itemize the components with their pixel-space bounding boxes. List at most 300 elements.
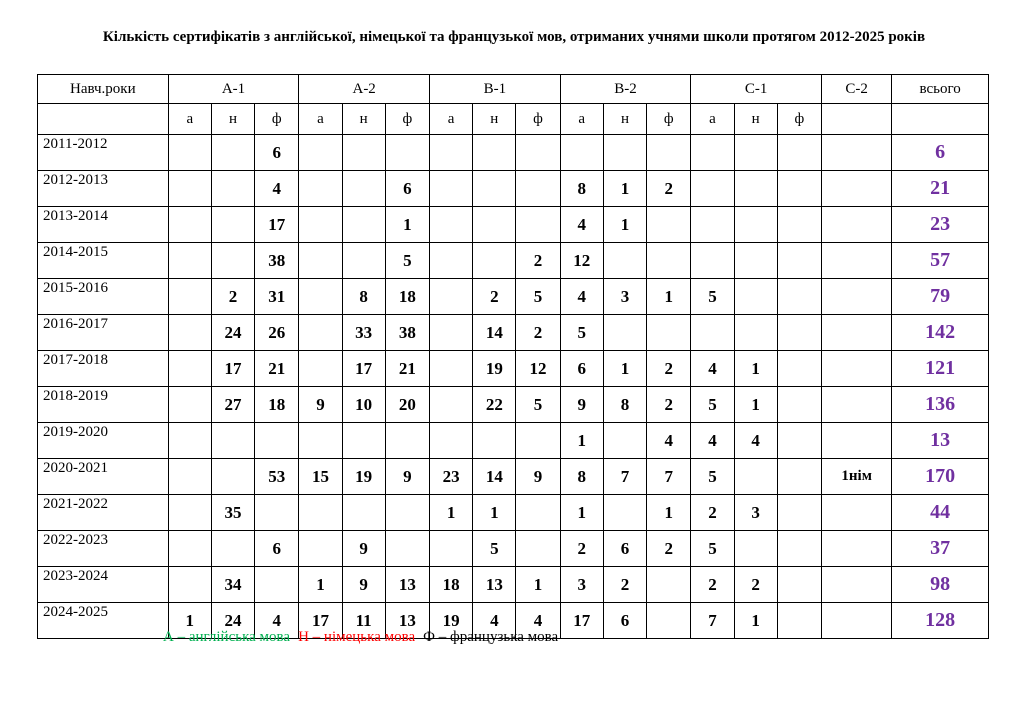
count-cell (734, 135, 777, 171)
year-cell: 2023-2024 (38, 567, 169, 603)
count-cell: 35 (211, 495, 254, 531)
count-cell: 4 (691, 351, 734, 387)
c2-cell (822, 243, 892, 279)
count-cell (385, 531, 429, 567)
c2-cell (822, 531, 892, 567)
count-cell (168, 423, 211, 459)
count-cell (734, 315, 777, 351)
count-cell (385, 495, 429, 531)
count-cell: 19 (342, 459, 385, 495)
count-cell: 6 (603, 531, 646, 567)
count-cell: 17 (299, 603, 342, 639)
table-row (38, 423, 989, 459)
year-cell: 2015-2016 (38, 279, 169, 315)
count-cell: 4 (647, 423, 691, 459)
count-cell (691, 207, 734, 243)
count-cell (777, 531, 821, 567)
count-cell: 9 (560, 387, 603, 423)
total-cell: 98 (892, 567, 989, 603)
count-cell (516, 171, 560, 207)
subheader-language: ф (385, 104, 429, 135)
count-cell (299, 531, 342, 567)
count-cell: 2 (647, 351, 691, 387)
count-cell (647, 603, 691, 639)
count-cell (211, 171, 254, 207)
count-cell: 24 (211, 603, 254, 639)
count-cell (603, 423, 646, 459)
count-cell: 22 (473, 387, 516, 423)
count-cell (473, 171, 516, 207)
count-cell: 1 (429, 495, 472, 531)
count-cell (299, 423, 342, 459)
c2-cell (822, 207, 892, 243)
count-cell: 6 (603, 603, 646, 639)
header-level-a1: A-1 (168, 75, 299, 104)
count-cell: 5 (516, 387, 560, 423)
subheader-language: н (473, 104, 516, 135)
count-cell (342, 171, 385, 207)
count-cell (734, 459, 777, 495)
count-cell: 1 (647, 495, 691, 531)
count-cell: 9 (342, 567, 385, 603)
count-cell (691, 243, 734, 279)
count-cell (473, 207, 516, 243)
count-cell: 2 (473, 279, 516, 315)
count-cell: 1 (516, 567, 560, 603)
c2-cell (822, 567, 892, 603)
count-cell: 1 (560, 495, 603, 531)
count-cell: 4 (516, 603, 560, 639)
count-cell (342, 495, 385, 531)
count-cell: 2 (516, 315, 560, 351)
count-cell (299, 135, 342, 171)
count-cell (647, 567, 691, 603)
total-cell: 57 (892, 243, 989, 279)
count-cell (299, 351, 342, 387)
count-cell (647, 315, 691, 351)
count-cell (255, 423, 299, 459)
count-cell: 14 (473, 459, 516, 495)
c2-cell (822, 351, 892, 387)
count-cell: 12 (516, 351, 560, 387)
count-cell: 14 (473, 315, 516, 351)
header-level-b2: B-2 (560, 75, 691, 104)
count-cell (168, 207, 211, 243)
count-cell: 17 (211, 351, 254, 387)
header-year: Навч.роки (38, 75, 169, 104)
count-cell: 5 (691, 459, 734, 495)
count-cell: 31 (255, 279, 299, 315)
count-cell: 1 (560, 423, 603, 459)
total-cell: 121 (892, 351, 989, 387)
subheader-row (38, 104, 989, 135)
count-cell (734, 243, 777, 279)
total-cell: 23 (892, 207, 989, 243)
count-cell (429, 135, 472, 171)
count-cell (429, 279, 472, 315)
count-cell: 2 (647, 387, 691, 423)
count-cell (168, 459, 211, 495)
count-cell: 4 (473, 603, 516, 639)
count-cell: 2 (560, 531, 603, 567)
count-cell: 4 (255, 171, 299, 207)
count-cell (516, 423, 560, 459)
count-cell: 3 (734, 495, 777, 531)
count-cell: 3 (560, 567, 603, 603)
count-cell: 1 (168, 603, 211, 639)
count-cell: 4 (560, 207, 603, 243)
table-row (38, 351, 989, 387)
count-cell (777, 567, 821, 603)
year-cell: 2018-2019 (38, 387, 169, 423)
table-body (38, 75, 989, 639)
count-cell (603, 315, 646, 351)
c2-cell (822, 495, 892, 531)
count-cell: 24 (211, 315, 254, 351)
count-cell: 2 (691, 495, 734, 531)
legend-english: А – англійська мова (163, 629, 291, 645)
count-cell: 5 (560, 315, 603, 351)
subheader-language: ф (647, 104, 691, 135)
header-row (38, 75, 989, 104)
count-cell: 10 (342, 387, 385, 423)
count-cell: 34 (211, 567, 254, 603)
count-cell (777, 243, 821, 279)
count-cell (603, 243, 646, 279)
count-cell (516, 207, 560, 243)
total-cell: 136 (892, 387, 989, 423)
count-cell: 2 (734, 567, 777, 603)
count-cell (516, 531, 560, 567)
count-cell: 9 (385, 459, 429, 495)
table-row (38, 279, 989, 315)
header-total: всього (892, 75, 989, 104)
c2-cell (822, 603, 892, 639)
total-cell: 44 (892, 495, 989, 531)
year-cell: 2011-2012 (38, 135, 169, 171)
count-cell (516, 495, 560, 531)
year-cell: 2020-2021 (38, 459, 169, 495)
count-cell: 6 (255, 531, 299, 567)
c2-cell (822, 315, 892, 351)
count-cell (168, 351, 211, 387)
subheader-language: а (560, 104, 603, 135)
year-cell: 2022-2023 (38, 531, 169, 567)
count-cell: 5 (385, 243, 429, 279)
count-cell (603, 135, 646, 171)
count-cell (429, 423, 472, 459)
count-cell (342, 207, 385, 243)
count-cell (777, 423, 821, 459)
count-cell (255, 567, 299, 603)
count-cell: 9 (516, 459, 560, 495)
c2-cell (822, 135, 892, 171)
count-cell: 27 (211, 387, 254, 423)
count-cell: 1 (734, 387, 777, 423)
count-cell (734, 531, 777, 567)
count-cell: 17 (560, 603, 603, 639)
count-cell: 9 (299, 387, 342, 423)
count-cell (255, 495, 299, 531)
table-row (38, 387, 989, 423)
count-cell: 6 (560, 351, 603, 387)
count-cell (211, 135, 254, 171)
count-cell (168, 531, 211, 567)
count-cell: 5 (691, 531, 734, 567)
count-cell (777, 315, 821, 351)
count-cell (691, 171, 734, 207)
legend (163, 629, 566, 646)
count-cell: 4 (560, 279, 603, 315)
subheader-language: ф (255, 104, 299, 135)
count-cell: 8 (603, 387, 646, 423)
count-cell (647, 243, 691, 279)
count-cell: 1 (647, 279, 691, 315)
count-cell: 7 (647, 459, 691, 495)
total-cell: 142 (892, 315, 989, 351)
c2-cell (822, 423, 892, 459)
count-cell: 8 (560, 171, 603, 207)
legend-french: Ф – французька мова (423, 629, 559, 645)
year-cell: 2019-2020 (38, 423, 169, 459)
page-title: Кількість сертифікатів з англійської, німецької та французької мов, отриманих учнями школи протягом 2012-2025 років (102, 29, 926, 45)
table-row (38, 171, 989, 207)
count-cell: 4 (734, 423, 777, 459)
count-cell (385, 135, 429, 171)
count-cell: 18 (385, 279, 429, 315)
count-cell (211, 423, 254, 459)
count-cell (168, 279, 211, 315)
count-cell (168, 243, 211, 279)
count-cell (429, 531, 472, 567)
count-cell: 2 (516, 243, 560, 279)
count-cell: 13 (473, 567, 516, 603)
year-cell: 2016-2017 (38, 315, 169, 351)
count-cell: 53 (255, 459, 299, 495)
c2-cell (822, 279, 892, 315)
table-row (38, 135, 989, 171)
count-cell (691, 135, 734, 171)
subheader-language: а (299, 104, 342, 135)
year-cell: 2013-2014 (38, 207, 169, 243)
count-cell (299, 315, 342, 351)
count-cell: 4 (255, 603, 299, 639)
count-cell (299, 279, 342, 315)
count-cell: 21 (385, 351, 429, 387)
count-cell (777, 459, 821, 495)
count-cell: 18 (429, 567, 472, 603)
count-cell (342, 243, 385, 279)
count-cell (473, 135, 516, 171)
count-cell (429, 207, 472, 243)
count-cell: 5 (473, 531, 516, 567)
count-cell (691, 315, 734, 351)
count-cell: 1 (385, 207, 429, 243)
c2-cell: 1нім (822, 459, 892, 495)
total-cell: 170 (892, 459, 989, 495)
count-cell: 38 (255, 243, 299, 279)
count-cell: 12 (560, 243, 603, 279)
count-cell (429, 387, 472, 423)
count-cell (777, 135, 821, 171)
count-cell: 17 (255, 207, 299, 243)
count-cell (603, 495, 646, 531)
count-cell: 23 (429, 459, 472, 495)
count-cell: 2 (691, 567, 734, 603)
count-cell (429, 315, 472, 351)
table-row (38, 459, 989, 495)
count-cell (777, 279, 821, 315)
count-cell: 17 (342, 351, 385, 387)
count-cell: 26 (255, 315, 299, 351)
count-cell (168, 135, 211, 171)
subheader-year-empty (38, 104, 169, 135)
count-cell: 9 (342, 531, 385, 567)
total-cell: 13 (892, 423, 989, 459)
count-cell (168, 567, 211, 603)
count-cell: 1 (603, 351, 646, 387)
count-cell (777, 387, 821, 423)
total-cell: 6 (892, 135, 989, 171)
count-cell: 19 (429, 603, 472, 639)
count-cell (211, 243, 254, 279)
count-cell: 6 (385, 171, 429, 207)
count-cell: 19 (473, 351, 516, 387)
count-cell (734, 171, 777, 207)
header-level-a2: A-2 (299, 75, 430, 104)
subheader-c2-empty (822, 104, 892, 135)
count-cell (211, 531, 254, 567)
subheader-language: а (691, 104, 734, 135)
count-cell: 7 (691, 603, 734, 639)
count-cell: 18 (255, 387, 299, 423)
count-cell (168, 387, 211, 423)
certificates-table (37, 74, 989, 639)
count-cell: 20 (385, 387, 429, 423)
count-cell (777, 171, 821, 207)
count-cell: 21 (255, 351, 299, 387)
count-cell: 5 (691, 387, 734, 423)
count-cell (647, 135, 691, 171)
year-cell: 2017-2018 (38, 351, 169, 387)
total-cell: 21 (892, 171, 989, 207)
subheader-total-empty (892, 104, 989, 135)
count-cell (168, 495, 211, 531)
count-cell (299, 171, 342, 207)
count-cell: 2 (647, 171, 691, 207)
count-cell: 13 (385, 603, 429, 639)
count-cell (211, 207, 254, 243)
count-cell: 1 (603, 207, 646, 243)
c2-cell (822, 387, 892, 423)
count-cell (168, 315, 211, 351)
count-cell: 2 (211, 279, 254, 315)
count-cell: 7 (603, 459, 646, 495)
count-cell: 2 (647, 531, 691, 567)
count-cell (560, 135, 603, 171)
count-cell (342, 135, 385, 171)
year-cell: 2021-2022 (38, 495, 169, 531)
count-cell (777, 603, 821, 639)
count-cell (429, 351, 472, 387)
count-cell: 2 (603, 567, 646, 603)
count-cell: 1 (603, 171, 646, 207)
count-cell (299, 243, 342, 279)
count-cell (429, 171, 472, 207)
table-row (38, 495, 989, 531)
subheader-language: н (342, 104, 385, 135)
table-row (38, 567, 989, 603)
subheader-language: ф (777, 104, 821, 135)
count-cell: 8 (342, 279, 385, 315)
count-cell: 15 (299, 459, 342, 495)
count-cell (734, 279, 777, 315)
count-cell (168, 171, 211, 207)
count-cell: 1 (473, 495, 516, 531)
total-cell: 79 (892, 279, 989, 315)
count-cell: 4 (691, 423, 734, 459)
count-cell: 1 (734, 603, 777, 639)
subheader-language: н (734, 104, 777, 135)
count-cell: 1 (299, 567, 342, 603)
count-cell (473, 243, 516, 279)
total-cell: 37 (892, 531, 989, 567)
header-level-c1: C-1 (691, 75, 822, 104)
count-cell: 38 (385, 315, 429, 351)
count-cell (342, 423, 385, 459)
year-cell: 2024-2025 (38, 603, 169, 639)
count-cell (516, 135, 560, 171)
count-cell: 13 (385, 567, 429, 603)
subheader-language: н (211, 104, 254, 135)
count-cell: 11 (342, 603, 385, 639)
total-cell: 128 (892, 603, 989, 639)
table-row (38, 315, 989, 351)
header-level-c2: C-2 (822, 75, 892, 104)
count-cell (385, 423, 429, 459)
year-cell: 2014-2015 (38, 243, 169, 279)
count-cell: 1 (734, 351, 777, 387)
count-cell (299, 207, 342, 243)
subheader-language: н (603, 104, 646, 135)
table-row (38, 207, 989, 243)
count-cell (473, 423, 516, 459)
count-cell: 6 (255, 135, 299, 171)
count-cell (211, 459, 254, 495)
c2-cell (822, 171, 892, 207)
legend-german: Н – німецька мова (298, 629, 416, 645)
count-cell (734, 207, 777, 243)
subheader-language: а (168, 104, 211, 135)
subheader-language: ф (516, 104, 560, 135)
header-level-b1: B-1 (429, 75, 560, 104)
count-cell (777, 351, 821, 387)
count-cell: 5 (691, 279, 734, 315)
subheader-language: а (429, 104, 472, 135)
count-cell: 3 (603, 279, 646, 315)
count-cell (429, 243, 472, 279)
year-cell: 2012-2013 (38, 171, 169, 207)
table-row (38, 531, 989, 567)
count-cell (647, 207, 691, 243)
count-cell: 33 (342, 315, 385, 351)
count-cell: 8 (560, 459, 603, 495)
count-cell (777, 207, 821, 243)
count-cell (777, 495, 821, 531)
count-cell: 5 (516, 279, 560, 315)
count-cell (299, 495, 342, 531)
table-row (38, 243, 989, 279)
